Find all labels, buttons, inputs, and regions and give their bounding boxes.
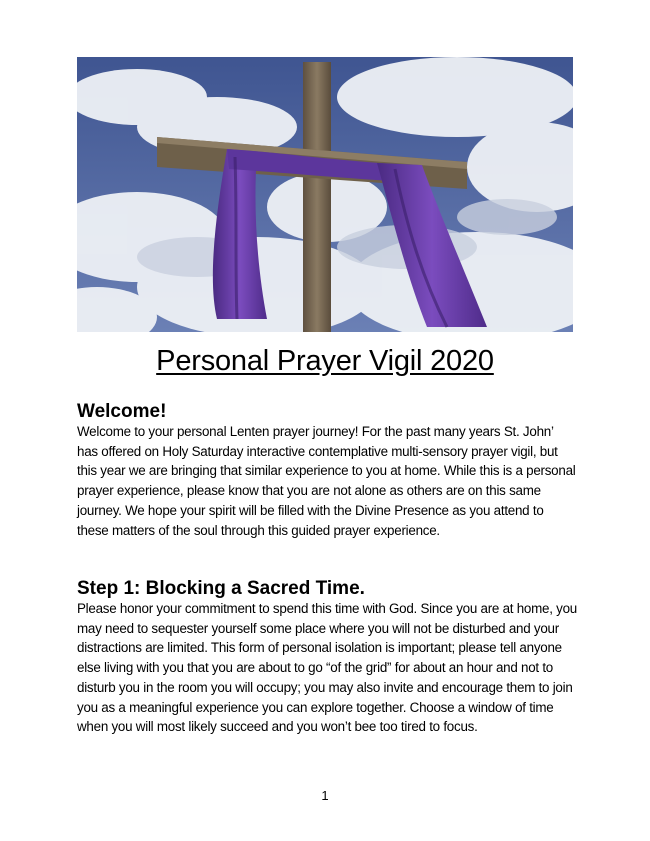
hero-image [77,57,573,332]
page-title: Personal Prayer Vigil 2020 [156,345,494,377]
cross-image [77,57,573,332]
page-number: 1 [321,788,329,803]
section-body: Welcome to your personal Lenten prayer journey! For the past many years St. John’ has offered on Holy Saturday interactive contemplative multi-sensory prayer vigil, but this year we are bringing that similar experience to you at home. While this is a personal prayer experience, please know that you are not alone as others are on this same journey. We hope your spirit will be filled with the Divine Presence as you attend to these matters of the soul through this guided prayer experience. [77,424,576,538]
section-body: Please honor your commitment to spend this time with God. Since you are at home, you may need to sequester yourself some place where you will not be disturbed and your distractions are limited. This form of personal isolation is important; please tell anyone else living with you that you are about to go “of the grid” for about an hour and not to disturb you in the room you will occupy; you may also invite and encourage them to join you as a meaningful experience you can explore together. Choose a window of time when you will most likely succeed and you won’t bee too tired to focus. [77,601,578,735]
section-heading: Welcome! [77,401,167,422]
section-step-1 [77,578,577,737]
section-welcome [77,401,577,540]
section-heading: Step 1: Blocking a Sacred Time. [77,578,365,599]
